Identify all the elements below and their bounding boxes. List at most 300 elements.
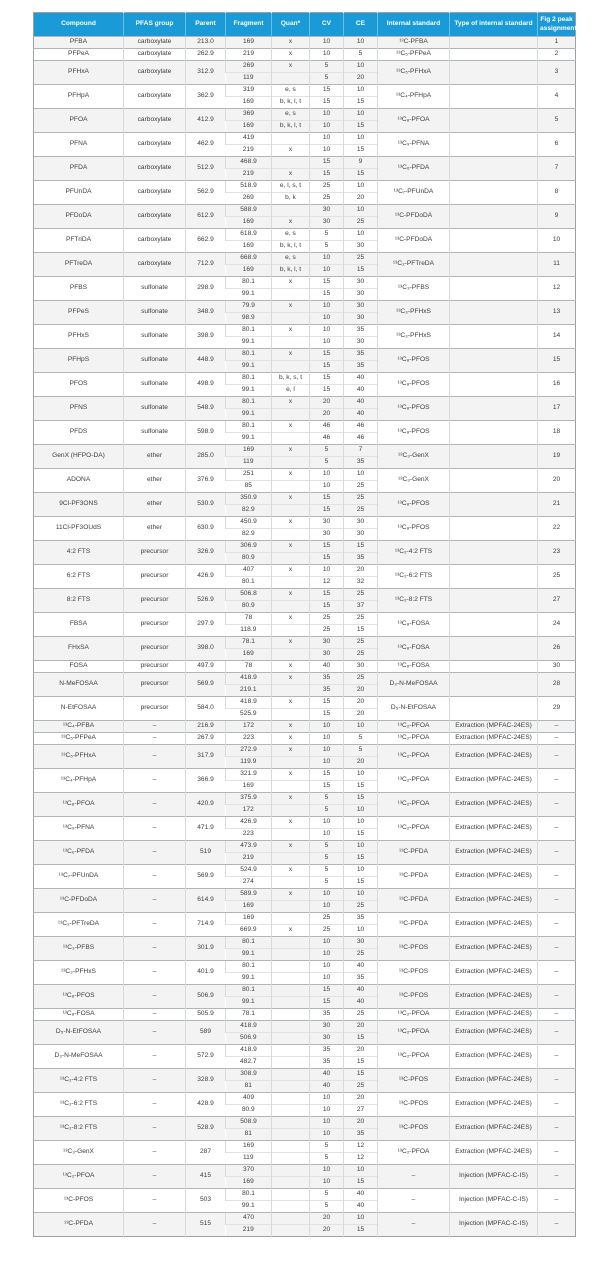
cv-cell: 5: [310, 1141, 344, 1153]
ce-cell: 20: [344, 685, 378, 697]
fragment-mass-cell: 118.9: [226, 625, 272, 637]
cv-cell: 10: [310, 481, 344, 493]
parent-mass-cell: 471.9: [186, 817, 226, 841]
cv-cell: 5: [310, 841, 344, 853]
quan-flag-cell: x: [272, 769, 310, 781]
compound-cell: PFHxA: [34, 61, 124, 85]
compound-cell: 4:2 FTS: [34, 541, 124, 565]
fragment-mass-cell: 321.9: [226, 769, 272, 781]
fragment-mass-cell: 99.1: [226, 1201, 272, 1213]
fragment-mass-cell: 468.9: [226, 157, 272, 169]
compound-cell: FOSA: [34, 661, 124, 673]
compound-cell: 11Cl-PF3OUdS: [34, 517, 124, 541]
fig2-peak-cell: –: [538, 865, 576, 889]
parent-mass-cell: 505.9: [186, 1009, 226, 1021]
quan-flag-cell: [272, 1177, 310, 1189]
parent-mass-cell: 312.9: [186, 61, 226, 85]
fragment-mass-cell: 219: [226, 1225, 272, 1237]
ce-cell: 20: [344, 1093, 378, 1105]
fragment-mass-cell: 98.9: [226, 313, 272, 325]
compound-cell: 6:2 FTS: [34, 565, 124, 589]
ce-cell: 12: [344, 1153, 378, 1165]
cv-cell: 35: [310, 1057, 344, 1069]
fig2-peak-cell: –: [538, 913, 576, 937]
fragment-mass-cell: 99.1: [226, 997, 272, 1009]
compound-cell: ¹³C₂-4:2 FTS: [34, 1069, 124, 1093]
table-row: [34, 133, 576, 145]
quan-flag-cell: e, s: [272, 253, 310, 265]
pfas-group-cell: ether: [124, 445, 186, 469]
table-row: [34, 1069, 576, 1081]
parent-mass-cell: 497.9: [186, 661, 226, 673]
table-row: [34, 937, 576, 949]
quan-flag-cell: x: [272, 733, 310, 745]
ce-cell: 20: [344, 757, 378, 769]
internal-standard-cell: ¹³C₃-PFBS: [378, 277, 450, 301]
quan-flag-cell: [272, 625, 310, 637]
table-row: [34, 301, 576, 313]
fig2-peak-cell: –: [538, 1045, 576, 1069]
cv-cell: 35: [310, 1009, 344, 1021]
quan-flag-cell: b, k, l, t: [272, 265, 310, 277]
cv-cell: 15: [310, 493, 344, 505]
fig2-peak-cell: 6: [538, 133, 576, 157]
internal-standard-cell: ¹³C₈-PFOS: [378, 421, 450, 445]
internal-standard-cell: ¹³C₈-PFOS: [378, 493, 450, 517]
table-row: [34, 817, 576, 829]
parent-mass-cell: 512.9: [186, 157, 226, 181]
parent-mass-cell: 401.9: [186, 961, 226, 985]
quan-flag-cell: b, k, l, t: [272, 121, 310, 133]
quan-flag-cell: [272, 757, 310, 769]
cv-cell: 25: [310, 925, 344, 937]
cv-cell: 10: [310, 49, 344, 61]
internal-standard-type-cell: Extraction (MPFAC-24ES): [450, 985, 538, 1009]
quan-flag-cell: [272, 289, 310, 301]
internal-standard-cell: ¹³C₃-PFHxS: [378, 325, 450, 349]
quan-flag-cell: e, l: [272, 385, 310, 397]
fig2-peak-cell: 30: [538, 661, 576, 673]
internal-standard-cell: ¹³C₈-FOSA: [378, 661, 450, 673]
ce-cell: 25: [344, 1081, 378, 1093]
fragment-mass-cell: 80.1: [226, 277, 272, 289]
quan-flag-cell: [272, 361, 310, 373]
pfas-group-cell: –: [124, 1045, 186, 1069]
compound-cell: ¹³C₆-PFDA: [34, 841, 124, 865]
ce-cell: 25: [344, 253, 378, 265]
table-row: [34, 109, 576, 121]
col-header-5: CV: [310, 13, 344, 37]
cv-cell: 15: [310, 373, 344, 385]
fragment-mass-cell: 169: [226, 649, 272, 661]
fig2-peak-cell: 20: [538, 469, 576, 493]
fig2-peak-cell: 14: [538, 325, 576, 349]
compound-cell: ¹³C₈-FOSA: [34, 1009, 124, 1021]
fig2-peak-cell: –: [538, 1213, 576, 1237]
cv-cell: 5: [310, 877, 344, 889]
ce-cell: 25: [344, 481, 378, 493]
compound-cell: ¹³C-PFOS: [34, 1189, 124, 1213]
internal-standard-type-cell: [450, 565, 538, 589]
table-row: [34, 517, 576, 529]
table-row: [34, 1117, 576, 1129]
cv-cell: 10: [310, 901, 344, 913]
internal-standard-type-cell: Extraction (MPFAC-24ES): [450, 1069, 538, 1093]
parent-mass-cell: 376.9: [186, 469, 226, 493]
ce-cell: 25: [344, 493, 378, 505]
quan-flag-cell: [272, 973, 310, 985]
compound-cell: ¹³C₈-PFOS: [34, 985, 124, 1009]
fragment-mass-cell: 81: [226, 1129, 272, 1141]
fragment-mass-cell: 169: [226, 121, 272, 133]
quan-flag-cell: x: [272, 541, 310, 553]
ce-cell: 30: [344, 277, 378, 289]
fig2-peak-cell: –: [538, 961, 576, 985]
pfas-group-cell: –: [124, 1165, 186, 1189]
cv-cell: 10: [310, 1117, 344, 1129]
internal-standard-cell: ¹³C₆-PFDA: [378, 157, 450, 181]
fragment-mass-cell: 99.1: [226, 409, 272, 421]
fragment-mass-cell: 407: [226, 565, 272, 577]
fragment-mass-cell: 78.1: [226, 1009, 272, 1021]
ce-cell: 15: [344, 829, 378, 841]
ce-cell: 10: [344, 205, 378, 217]
fig2-peak-cell: –: [538, 1093, 576, 1117]
table-row: [34, 229, 576, 241]
fig2-peak-cell: –: [538, 793, 576, 817]
table-row: [34, 1021, 576, 1033]
pfas-group-cell: –: [124, 841, 186, 865]
ce-cell: 37: [344, 601, 378, 613]
cv-cell: 10: [310, 337, 344, 349]
table-row: [34, 37, 576, 49]
internal-standard-type-cell: [450, 205, 538, 229]
quan-flag-cell: [272, 1213, 310, 1225]
internal-standard-type-cell: [450, 301, 538, 325]
cv-cell: 46: [310, 433, 344, 445]
ce-cell: 15: [344, 625, 378, 637]
fragment-mass-cell: 169: [226, 265, 272, 277]
quan-flag-cell: x: [272, 865, 310, 877]
fragment-mass-cell: 618.9: [226, 229, 272, 241]
parent-mass-cell: 285.0: [186, 445, 226, 469]
quan-flag-cell: x: [272, 817, 310, 829]
parent-mass-cell: 412.9: [186, 109, 226, 133]
compound-cell: PFHxS: [34, 325, 124, 349]
fig2-peak-cell: –: [538, 1117, 576, 1141]
ce-cell: 25: [344, 949, 378, 961]
quan-flag-cell: x: [272, 49, 310, 61]
compound-cell: PFOA: [34, 109, 124, 133]
ce-cell: 35: [344, 1129, 378, 1141]
internal-standard-cell: ¹³C₄-PFHpA: [378, 85, 450, 109]
fragment-mass-cell: 506.9: [226, 1033, 272, 1045]
table-body: [34, 37, 576, 1237]
ce-cell: 10: [344, 889, 378, 901]
ce-cell: 10: [344, 133, 378, 145]
table-row: [34, 961, 576, 973]
compound-cell: GenX (HFPO-DA): [34, 445, 124, 469]
ce-cell: 20: [344, 697, 378, 709]
cv-cell: 15: [310, 289, 344, 301]
internal-standard-cell: ¹³C₂-PFOA: [378, 793, 450, 817]
ce-cell: 15: [344, 121, 378, 133]
pfas-group-cell: –: [124, 1213, 186, 1237]
quan-flag-cell: [272, 157, 310, 169]
cv-cell: 10: [310, 973, 344, 985]
fragment-mass-cell: 169: [226, 781, 272, 793]
table-row: [34, 1093, 576, 1105]
pfas-group-cell: –: [124, 769, 186, 793]
fragment-mass-cell: 375.9: [226, 793, 272, 805]
parent-mass-cell: 614.9: [186, 889, 226, 913]
quan-flag-cell: x: [272, 517, 310, 529]
quan-flag-cell: [272, 877, 310, 889]
quan-flag-cell: [272, 409, 310, 421]
cv-cell: 15: [310, 541, 344, 553]
ce-cell: 5: [344, 745, 378, 757]
internal-standard-type-cell: [450, 229, 538, 253]
quan-flag-cell: [272, 313, 310, 325]
table-row: [34, 181, 576, 193]
internal-standard-cell: ¹³C₈-PFOS: [378, 373, 450, 397]
fragment-mass-cell: 589.9: [226, 889, 272, 901]
quan-flag-cell: [272, 685, 310, 697]
table-row: [34, 85, 576, 97]
fig2-peak-cell: –: [538, 1165, 576, 1189]
internal-standard-cell: ¹³C₂-PFOA: [378, 817, 450, 841]
ce-cell: 30: [344, 937, 378, 949]
cv-cell: 5: [310, 61, 344, 73]
pfas-group-cell: ether: [124, 493, 186, 517]
parent-mass-cell: 298.9: [186, 277, 226, 301]
ce-cell: 20: [344, 1117, 378, 1129]
internal-standard-cell: –: [378, 1165, 450, 1189]
pfas-group-cell: carboxylate: [124, 85, 186, 109]
table-row: [34, 745, 576, 757]
table-row: [34, 253, 576, 265]
internal-standard-type-cell: [450, 673, 538, 697]
fragment-mass-cell: 370: [226, 1165, 272, 1177]
fig2-peak-cell: 5: [538, 109, 576, 133]
parent-mass-cell: 398.0: [186, 637, 226, 661]
internal-standard-cell: ¹³C-PFDA: [378, 913, 450, 937]
fragment-mass-cell: 80.1: [226, 961, 272, 973]
col-header-6: CE: [344, 13, 378, 37]
parent-mass-cell: 662.9: [186, 229, 226, 253]
pfas-group-cell: sulfonate: [124, 301, 186, 325]
parent-mass-cell: 519: [186, 841, 226, 865]
ce-cell: 20: [344, 565, 378, 577]
quan-flag-cell: x: [272, 889, 310, 901]
ce-cell: 25: [344, 613, 378, 625]
internal-standard-type-cell: [450, 109, 538, 133]
fig2-peak-cell: 29: [538, 697, 576, 721]
ce-cell: 25: [344, 217, 378, 229]
ce-cell: 30: [344, 337, 378, 349]
ce-cell: 10: [344, 181, 378, 193]
compound-cell: D₅-N-EtFOSAA: [34, 1021, 124, 1045]
fragment-mass-cell: 119: [226, 457, 272, 469]
table-row: [34, 277, 576, 289]
table-row: [34, 613, 576, 625]
ce-cell: 35: [344, 553, 378, 565]
internal-standard-cell: D₅-N-EtFOSAA: [378, 697, 450, 721]
internal-standard-cell: ¹³C₂-PFOA: [378, 1045, 450, 1069]
fig2-peak-cell: 10: [538, 229, 576, 253]
compound-cell: 9Cl-PF3ONS: [34, 493, 124, 517]
fragment-mass-cell: 99.1: [226, 949, 272, 961]
parent-mass-cell: 415: [186, 1165, 226, 1189]
internal-standard-type-cell: [450, 373, 538, 397]
quan-flag-cell: [272, 529, 310, 541]
cv-cell: 5: [310, 793, 344, 805]
pfas-group-cell: precursor: [124, 697, 186, 721]
quan-flag-cell: [272, 457, 310, 469]
fragment-mass-cell: 78: [226, 613, 272, 625]
table-row: [34, 589, 576, 601]
parent-mass-cell: 498.9: [186, 373, 226, 397]
table-row: [34, 469, 576, 481]
parent-mass-cell: 426.9: [186, 565, 226, 589]
parent-mass-cell: 712.9: [186, 253, 226, 277]
header-row: [34, 13, 576, 37]
parent-mass-cell: 584.0: [186, 697, 226, 721]
parent-mass-cell: 562.9: [186, 181, 226, 205]
compound-cell: ¹³C₄-PFHpA: [34, 769, 124, 793]
table-row: [34, 61, 576, 73]
compound-cell: FHxSA: [34, 637, 124, 661]
internal-standard-cell: ¹³C₅-PFHxA: [378, 61, 450, 85]
quan-flag-cell: [272, 601, 310, 613]
internal-standard-type-cell: [450, 589, 538, 613]
compound-cell: PFPeA: [34, 49, 124, 61]
fig2-peak-cell: 27: [538, 589, 576, 613]
cv-cell: 20: [310, 409, 344, 421]
quan-flag-cell: x: [272, 37, 310, 49]
col-header-1: PFAS group: [124, 13, 186, 37]
ce-cell: 15: [344, 853, 378, 865]
fig2-peak-cell: 11: [538, 253, 576, 277]
cv-cell: 35: [310, 673, 344, 685]
compound-cell: PFHpS: [34, 349, 124, 373]
quan-flag-cell: [272, 133, 310, 145]
internal-standard-cell: ¹³C₂-PFOA: [378, 1021, 450, 1045]
quan-flag-cell: x: [272, 841, 310, 853]
fragment-mass-cell: 525.9: [226, 709, 272, 721]
quan-flag-cell: x: [272, 697, 310, 709]
pfas-group-cell: precursor: [124, 613, 186, 637]
compound-cell: PFDA: [34, 157, 124, 181]
fig2-peak-cell: 8: [538, 181, 576, 205]
internal-standard-type-cell: Extraction (MPFAC-24ES): [450, 793, 538, 817]
table-header: [34, 13, 576, 37]
parent-mass-cell: 362.9: [186, 85, 226, 109]
internal-standard-cell: ¹³C₂-PFOA: [378, 1141, 450, 1165]
pfas-group-cell: –: [124, 985, 186, 1009]
fragment-mass-cell: 169: [226, 901, 272, 913]
ce-cell: 35: [344, 457, 378, 469]
fragment-mass-cell: 169: [226, 217, 272, 229]
parent-mass-cell: 598.9: [186, 421, 226, 445]
internal-standard-cell: ¹³C-PFDA: [378, 841, 450, 865]
internal-standard-type-cell: [450, 613, 538, 637]
col-header-4: Quan*: [272, 13, 310, 37]
cv-cell: 5: [310, 853, 344, 865]
parent-mass-cell: 714.9: [186, 913, 226, 937]
quan-flag-cell: x: [272, 661, 310, 673]
cv-cell: 25: [310, 181, 344, 193]
fragment-mass-cell: 169: [226, 1177, 272, 1189]
fragment-mass-cell: 80.9: [226, 553, 272, 565]
cv-cell: 40: [310, 661, 344, 673]
table-row: [34, 673, 576, 685]
internal-standard-cell: –: [378, 1213, 450, 1237]
ce-cell: 10: [344, 769, 378, 781]
fragment-mass-cell: 80.9: [226, 601, 272, 613]
ce-cell: 10: [344, 61, 378, 73]
table-row: [34, 421, 576, 433]
quan-flag-cell: x: [272, 217, 310, 229]
table-row: [34, 865, 576, 877]
pfas-group-cell: precursor: [124, 565, 186, 589]
fig2-peak-cell: 26: [538, 637, 576, 661]
parent-mass-cell: 428.9: [186, 1093, 226, 1117]
table-row: [34, 1141, 576, 1153]
compound-cell: ¹³C₄-PFBA: [34, 721, 124, 733]
internal-standard-type-cell: [450, 517, 538, 541]
fragment-mass-cell: 269: [226, 193, 272, 205]
internal-standard-type-cell: Extraction (MPFAC-24ES): [450, 1009, 538, 1021]
compound-cell: 8:2 FTS: [34, 589, 124, 613]
pfas-group-cell: precursor: [124, 589, 186, 613]
quan-flag-cell: e, l, s, t: [272, 181, 310, 193]
table-row: [34, 373, 576, 385]
fragment-mass-cell: 172: [226, 805, 272, 817]
internal-standard-type-cell: [450, 181, 538, 205]
ce-cell: 25: [344, 649, 378, 661]
ce-cell: 15: [344, 1177, 378, 1189]
compound-cell: ¹³C-PFDA: [34, 1213, 124, 1237]
quan-flag-cell: x: [272, 145, 310, 157]
fragment-mass-cell: 78.1: [226, 637, 272, 649]
compound-cell: PFNA: [34, 133, 124, 157]
quan-flag-cell: x: [272, 349, 310, 361]
table-row: [34, 49, 576, 61]
quan-flag-cell: [272, 913, 310, 925]
internal-standard-cell: ¹³C₂-PFOA: [378, 1009, 450, 1021]
pfas-group-cell: sulfonate: [124, 421, 186, 445]
fragment-mass-cell: 119: [226, 73, 272, 85]
cv-cell: 10: [310, 121, 344, 133]
ce-cell: 40: [344, 397, 378, 409]
pfas-group-cell: –: [124, 733, 186, 745]
compound-cell: N-EtFOSAA: [34, 697, 124, 721]
cv-cell: 30: [310, 1033, 344, 1045]
parent-mass-cell: 317.9: [186, 745, 226, 769]
pfas-group-cell: –: [124, 745, 186, 769]
ce-cell: 25: [344, 673, 378, 685]
quan-flag-cell: [272, 1189, 310, 1201]
ce-cell: 35: [344, 349, 378, 361]
quan-flag-cell: [272, 577, 310, 589]
pfas-group-cell: sulfonate: [124, 325, 186, 349]
cv-cell: 10: [310, 1129, 344, 1141]
cv-cell: 10: [310, 745, 344, 757]
fragment-mass-cell: 99.1: [226, 433, 272, 445]
ce-cell: 32: [344, 577, 378, 589]
compound-cell: ¹³C₃-GenX: [34, 1141, 124, 1165]
